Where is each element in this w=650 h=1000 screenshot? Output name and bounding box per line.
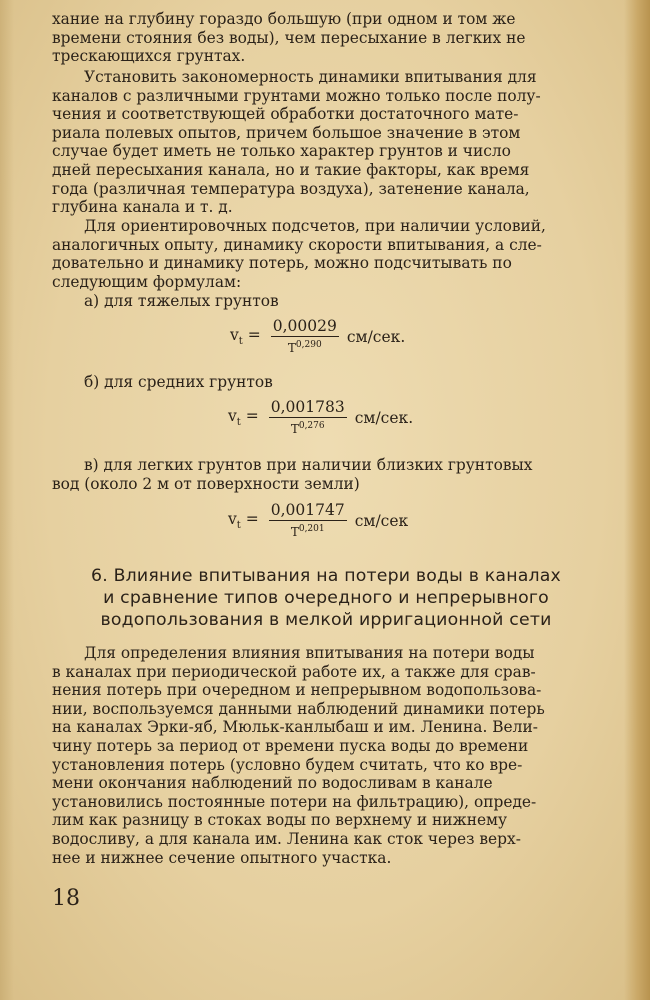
text-line: следующим формулам: [52,272,242,291]
case-a-label: а) для тяжелых грунтов [84,292,279,310]
paragraph-3 [52,217,600,291]
text-line: на каналах Эрки-яб, Мюльк-канлыбаш и им. Ленина. Вели- [52,718,538,737]
text-line: Для определения влияния впитывания на потери воды [84,644,535,662]
text-line: водосливу, а для канала им. Ленина как сток через верх- [52,829,521,848]
text-line: трескающихся грунтах. [52,47,246,66]
formula-denominator: T$^{0,201}$ [290,524,325,539]
text-line: установились постоянные потери на фильтрацию), опреде- [52,792,537,811]
text-line: установления потерь (условно будем считать, что ко вре- [52,755,523,774]
text-line: чину потерь за период от времени пуска воды до времени [52,736,529,755]
text-line: Установить закономерность динамики впитывания для [84,68,537,86]
text-line: времени стояния без воды), чем пересыхание в легких не [52,28,526,47]
text-line: Для ориентировочных подсчетов, при наличии условий, [84,217,546,235]
text-line: нее и нижнее сечение опытного участка. [52,848,392,867]
case-b-label: б) для средних грунтов [84,373,273,391]
text-line: аналогичных опыту, динамику скорости впитывания, а сле- [52,235,542,254]
text-line: хание на глубину гораздо большую (при одном и том же [52,10,516,28]
intro-paragraph [52,10,600,66]
formula-unit: см/сек. [354,409,414,427]
text-line: в каналах при периодической работе их, а также для срав- [52,662,536,681]
text-line: чения и соответствующей обработки достаточного мате- [52,105,519,124]
paragraph-4 [52,644,600,867]
formula-numerator: 0,001747 [270,501,345,519]
text-line: года (различная температура воздуха), затенение канала, [52,179,530,198]
text-line: глубина канала и т. д. [52,198,233,217]
formula-lhs: $v_t$ = [228,510,259,532]
formula-fraction [269,399,347,437]
formula-numerator: 0,00029 [272,317,337,335]
section-heading: 6. Влияние впитывания на потери воды в каналах и сравнение типов очередного и непрерывного водопользования в мелкой ирригационной сети [91,566,561,630]
formula-unit: см/сек. [346,328,406,346]
formula-numerator: 0,001783 [270,398,345,416]
formula-fraction [269,502,347,540]
paragraph-2 [52,68,600,217]
text-line: мени окончания наблюдений по водосливам в канале [52,774,493,793]
text-line: риала полевых опытов, причем большое значение в этом [52,123,521,142]
text-line: нии, воспользуемся данными наблюдений динамики потерь [52,699,545,718]
text-line: нения потерь при очередном и непрерывном водопользова- [52,681,542,700]
page-left-shadow [0,0,14,1000]
page-number: 18 [52,886,80,911]
text-line: каналов с различными грунтами можно только после полу- [52,86,541,105]
formula-denominator: T$^{0,290}$ [287,340,322,355]
text-line: дней пересыхания канала, но и такие факторы, как время [52,160,530,179]
case-c-label: в) для легких грунтов при наличии близких грунтовых вод (около 2 м от поверхности земли) [52,456,533,493]
formula-denominator: T$^{0,276}$ [290,421,325,436]
formula-lhs: $v_t$ = [228,407,259,429]
formula-lhs: $v_t$ = [230,326,261,348]
text-line: довательно и динамику потерь, можно подсчитывать по [52,254,512,273]
page-right-edge [624,0,650,1000]
formula-unit: см/сек [354,512,409,530]
formula-fraction [271,318,339,356]
text-line: лим как разницу в стоках воды по верхнему и нижнему [52,811,508,830]
text-line: случае будет иметь не только характер грунтов и число [52,142,511,161]
